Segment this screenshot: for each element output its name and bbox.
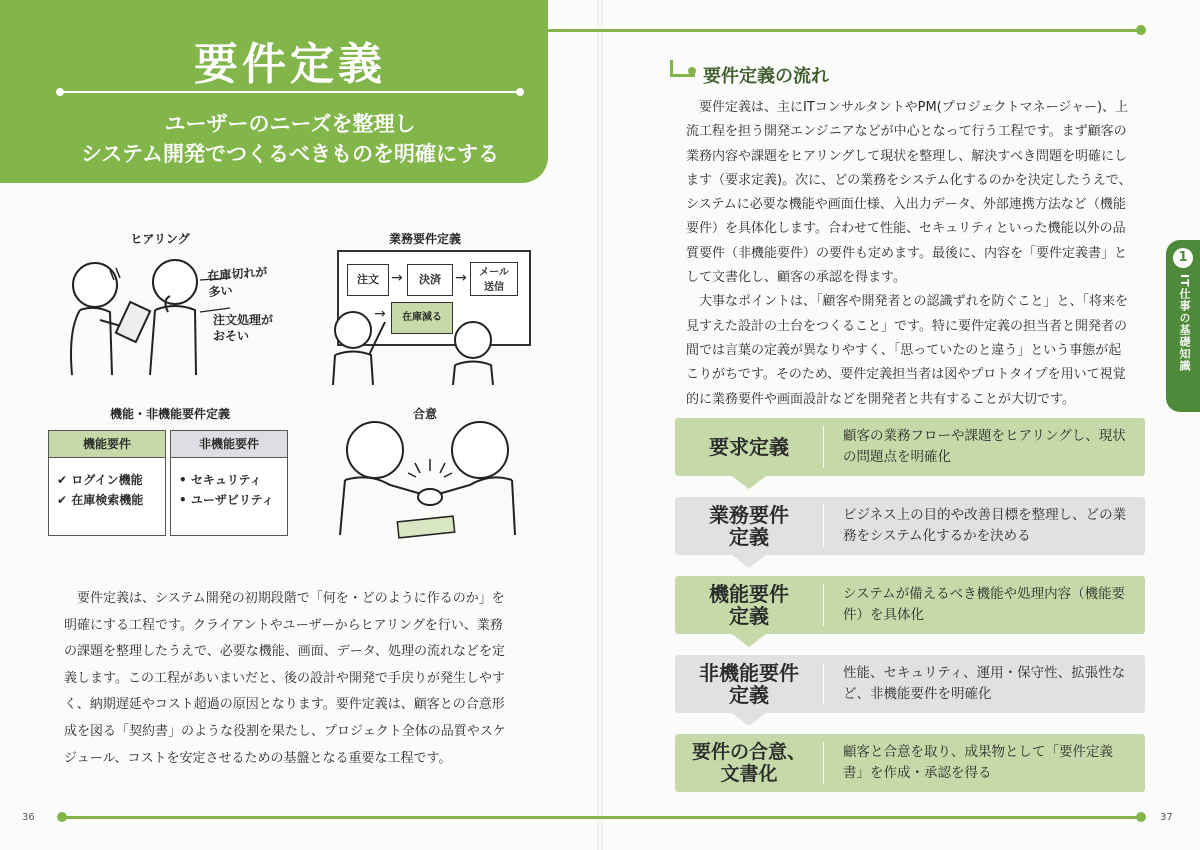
footer-rule	[62, 816, 1140, 819]
check-icon: ✔	[57, 473, 72, 487]
nonfunctional-header: 非機能要件	[171, 431, 287, 458]
hearing-speech-1: 在庫切れが 多い	[207, 264, 268, 300]
step-divider	[823, 426, 824, 468]
chapter-title: IT仕事の基礎知識	[1178, 274, 1191, 372]
payment-box: 決済	[407, 264, 453, 296]
page-gutter	[597, 0, 603, 850]
stock-box: 在庫減る	[391, 302, 453, 334]
intro-paragraph: 要件定義は、システム開発の初期段階で「何を・どのように作るのか」を 明確にする工程です。クライアントやユーザーからヒアリングを行い、業務 の課題を整理したうえで、必要な機能、画面、データ、処理の流れなどを定 義します。この工程があいまいだと、後の設計や開発で手戻りが発生しやす く、納期遅延やコスト超過の原因となります。要件定義は、顧客との合意形 成を図る「契約書」のような役割を果たし、プロジェクト全体の品質やスケ ジュール、コストを安定させるための基盤となる重要な工程です。	[64, 591, 506, 766]
step-description: 顧客の業務フローや課題をヒアリングし、現状の問題点を明確化	[843, 428, 1126, 465]
divider-dot	[56, 88, 64, 96]
arrow-icon: →	[455, 270, 467, 286]
step-requirements-definition	[675, 418, 1145, 476]
step-nonfunctional-requirements	[675, 655, 1145, 713]
footer-rule-dot	[1136, 812, 1146, 822]
hearing-speech-2: 注文処理が おそい	[213, 313, 274, 343]
nonfunctional-card	[170, 430, 288, 536]
header-rule	[548, 29, 1140, 32]
agreement-label: 合意	[412, 407, 437, 421]
step-label: 非機能要件 定義	[699, 661, 799, 707]
down-arrow-icon	[732, 555, 766, 568]
nonfunctional-item: • ユーザビリティ	[179, 493, 274, 507]
page-title: 要件定義	[194, 39, 386, 90]
section-bracket-dot	[688, 67, 696, 75]
business-label: 業務要件定義	[388, 232, 461, 246]
subtitle-line-2: システム開発でつくるべきものを明確にする	[81, 142, 499, 166]
divider-dot	[516, 88, 524, 96]
flow-paragraph: 要件定義は、主にITコンサルタントやPM(プロジェクトマネージャー)、上 流工程を担う開発エンジニアなどが中心となって行う工程です。まず顧客の 業務内容や課題をヒアリングして現状を整理し、解決すべき問題を明確にし ます（要求定義)。次に、どの業務をシステム化するのかを決定したうえで、 システムに必要な機能や画面仕様、入出力データ、外部連携方法など（機能 要件）を具体化します。合わせて性能、セキュリティといった機能以外の品 質要件（非機能要件）の要件も定めます。最後に、内容を「要件定義書」と して文書化し、顧客の承認を得ます。 大事なポイントは、「顧客や開発者との認識ずれを防ぐこと」と、「将来を 見すえた設計の土台をつくること」です。特に要件定義の担当者と開発者の 間では言葉の定義が異なりやすく、「思っていたのと違う」という事態が起 こりがちです。そのため、要件定義担当者は図やプロトタイプを用いて視覚 的に業務要件や画面設計などを開発者と共有することが大切です。	[686, 100, 1132, 407]
page-number-right: 37	[1160, 812, 1173, 823]
step-label: 要求定義	[709, 435, 789, 459]
order-box: 注文	[347, 264, 389, 296]
functional-item: ✔ 在庫検索機能	[57, 493, 144, 507]
functional-item: ✔ ログイン機能	[57, 473, 143, 487]
footer-rule-dot	[57, 812, 67, 822]
functional-header: 機能要件	[49, 431, 165, 458]
bullet-icon: •	[179, 493, 191, 507]
step-label: 機能要件 定義	[709, 582, 789, 628]
functional-label: 機能・非機能要件定義	[109, 407, 230, 421]
step-description: システムが備えるべき機能や処理内容（機能要件）を具体化	[843, 586, 1126, 623]
arrow-icon: →	[391, 270, 403, 286]
down-arrow-icon	[732, 476, 766, 489]
step-divider	[823, 663, 824, 705]
step-description: 顧客と合意を取り、成果物として「要件定義書」を作成・承認を得る	[843, 744, 1113, 781]
chapter-number: 1	[1173, 248, 1193, 268]
step-divider	[823, 584, 824, 626]
step-description: ビジネス上の目的や改善目標を整理し、どの業務をシステム化するかを決める	[843, 507, 1127, 544]
business-people	[325, 300, 525, 389]
step-divider	[823, 505, 824, 547]
step-business-requirements	[675, 497, 1145, 555]
header-rule-dot	[1136, 25, 1146, 35]
step-agreement-documentation	[675, 734, 1145, 792]
page-number-left: 36	[22, 812, 35, 823]
check-icon: ✔	[57, 493, 72, 507]
section-title: 要件定義の流れ	[703, 66, 829, 87]
down-arrow-icon	[732, 634, 766, 647]
step-functional-requirements	[675, 576, 1145, 634]
functional-card	[48, 430, 166, 536]
hearing-label: ヒアリング	[130, 232, 190, 246]
nonfunctional-item: • セキュリティ	[179, 473, 262, 487]
handshake-illustration	[330, 415, 530, 549]
subtitle-line-1: ユーザーのニーズを整理し	[164, 112, 416, 136]
step-divider	[823, 742, 824, 784]
mail-box: メール 送信	[470, 262, 518, 296]
step-label: 要件の合意、 文書化	[691, 741, 806, 785]
arrow-icon: →	[374, 306, 386, 322]
step-label: 業務要件 定義	[709, 503, 789, 549]
step-description: 性能、セキュリティ、運用・保守性、拡張性など、非機能要件を明確化	[843, 665, 1126, 702]
bullet-icon: •	[179, 473, 191, 487]
title-divider	[60, 91, 520, 93]
down-arrow-icon	[732, 713, 766, 726]
